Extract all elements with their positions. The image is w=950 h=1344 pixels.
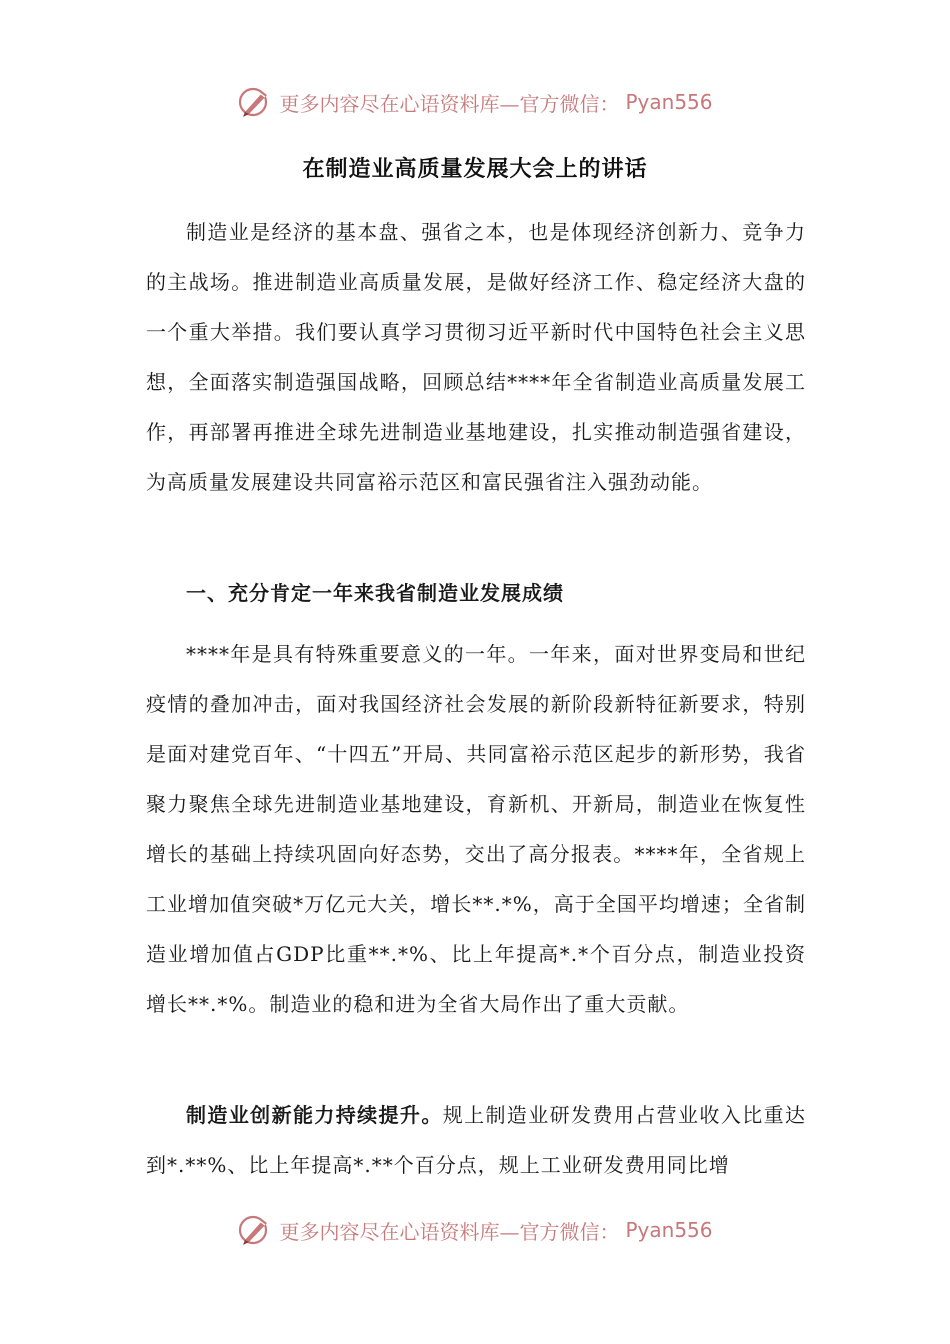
paragraph-intro: 制造业是经济的基本盘、强省之本，也是体现经济创新力、竞争力的主战场。推进制造业高质量发展，是做好经济工作、稳定经济大盘的一个重大举措。我们要认真学习贯彻习近平新时代中国特色社会主义思想，全面落实制造强国战略，回顾总结****年全省制造业高质量发展工作，再部署再推进全球先进制造业基地建设，扎实推动制造强省建设，为高质量发展建设共同富裕示范区和富民强省注入强劲动能。 xyxy=(146,220,806,494)
watermark-header xyxy=(0,82,950,122)
pen-logo-icon xyxy=(237,1212,273,1248)
watermark-text: 更多内容尽在心语资料库—官方微信： xyxy=(279,1219,620,1244)
paragraph-achievements: ****年是具有特殊重要意义的一年。一年来，面对世界变局和世纪疫情的叠加冲击，面对我国经济社会发展的新阶段新特征新要求，特别是面对建党百年、“十四五”开局、共同富裕示范区起步的新形势，我省聚力聚焦全球先进制造业基地建设，育新机、开新局，制造业在恢复性增长的基础上持续巩固向好态势，交出了高分报表。****年，全省规上工业增加值突破*万亿元大关，增长**.*%，高于全国平均增速；全省制造业增加值占GDP比重**.*%、比上年提高*.*个百分点，制造业投资增长**.*%。制造业的稳和进为全省大局作出了重大贡献。 xyxy=(146,642,806,1016)
paragraph-lead: 制造业创新能力持续提升。 xyxy=(186,1103,443,1127)
watermark-text: 更多内容尽在心语资料库—官方微信： xyxy=(279,91,620,116)
watermark-wechat-id: Pyan556 xyxy=(625,1218,713,1242)
paragraph-body: 规上制造业研发费用占营业收入比重达到*.**%、比上年提高*.**个百分点，规上工业研发费用同比增 xyxy=(146,1103,807,1177)
watermark-wechat-id: Pyan556 xyxy=(625,90,713,114)
pen-logo-icon xyxy=(237,84,273,120)
section-heading-1: 一、充分肯定一年来我省制造业发展成绩 xyxy=(186,581,564,605)
watermark-footer xyxy=(0,1210,950,1250)
paragraph-innovation xyxy=(146,1090,806,1190)
document-title: 在制造业高质量发展大会上的讲话 xyxy=(302,157,648,182)
